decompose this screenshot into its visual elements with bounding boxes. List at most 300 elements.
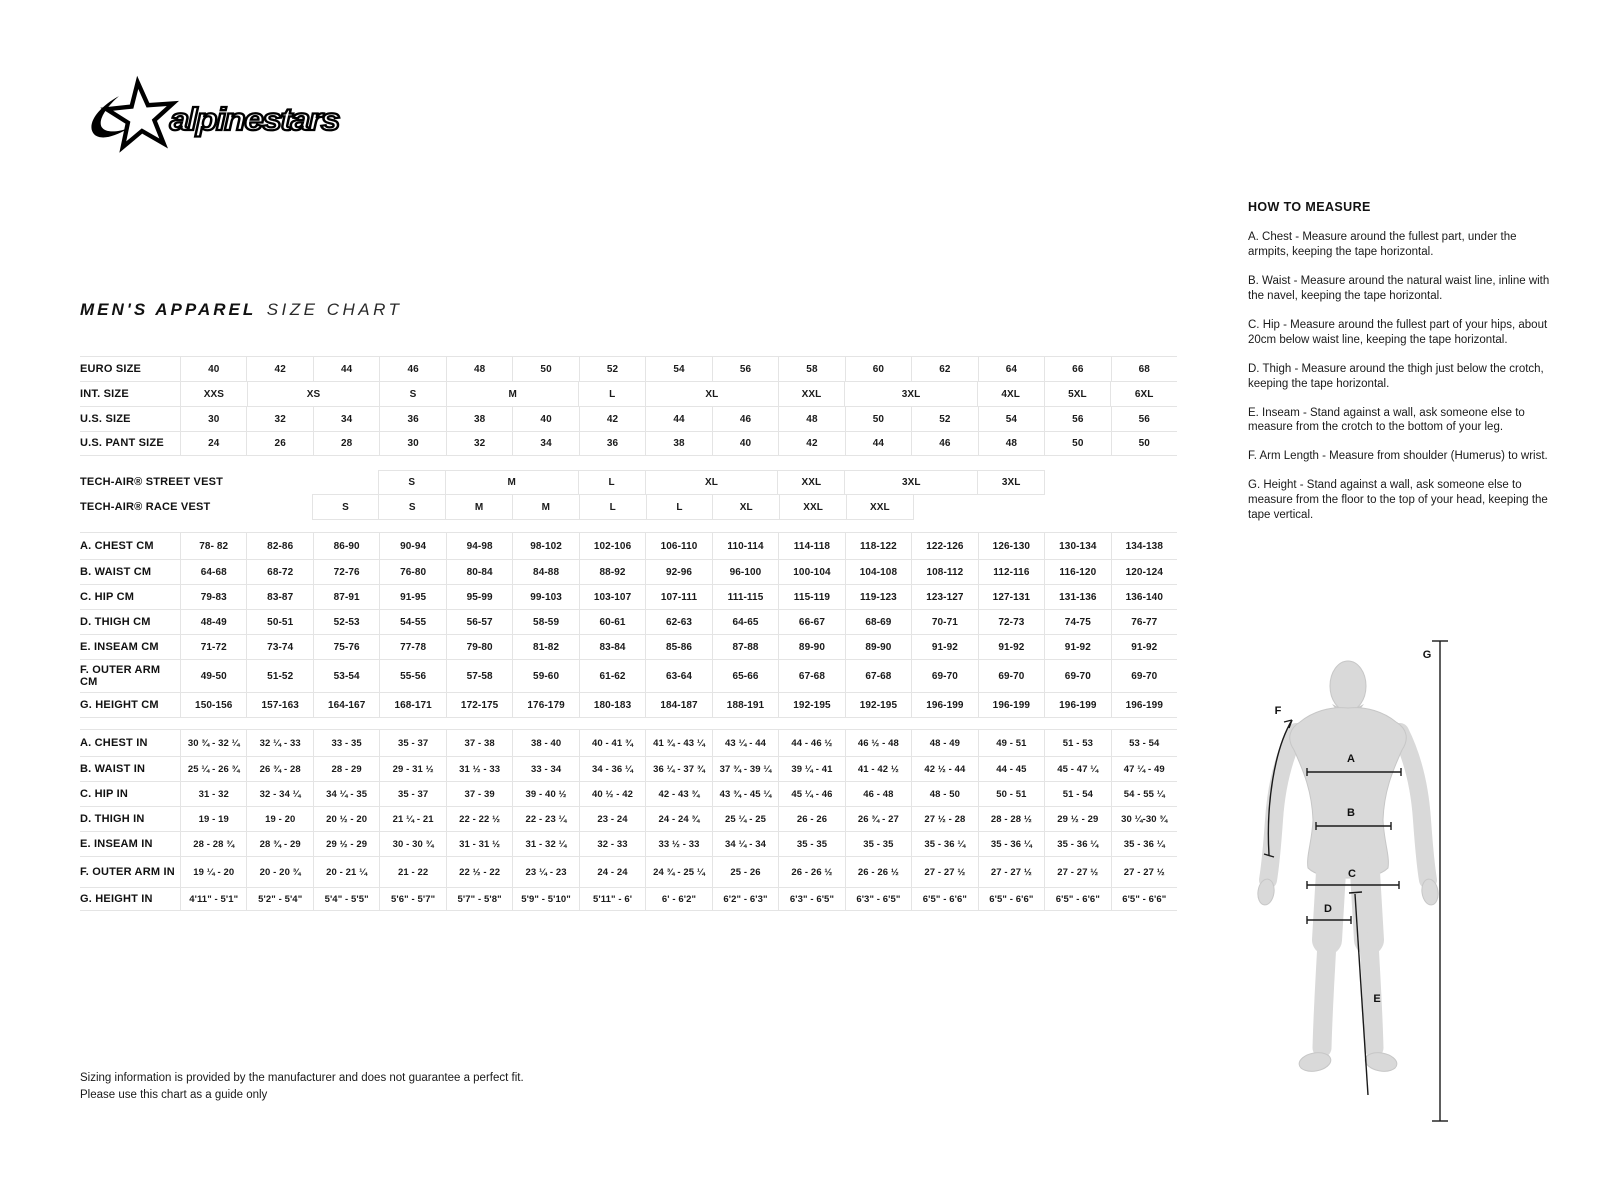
diagram-label-height: G — [1422, 649, 1432, 661]
cell: 35 - 36 ¼ — [911, 832, 977, 856]
cell: 68-72 — [246, 560, 312, 584]
row-label-tech-air-street-vest: TECH-AIR® STREET VEST — [80, 476, 224, 489]
cell: 35 - 35 — [845, 832, 911, 856]
cell: 56 — [712, 357, 778, 381]
cell: 6XL — [1110, 382, 1177, 406]
table-row-euro-size — [80, 356, 1177, 381]
cell: 26 — [246, 432, 312, 455]
cell: XXL — [777, 470, 844, 495]
cell: 126-130 — [978, 533, 1044, 559]
cell: 30 - 30 ¾ — [379, 832, 445, 856]
cell: S — [378, 470, 445, 495]
cell: 28 ¾ - 29 — [246, 832, 312, 856]
cell: 6'5" - 6'6" — [1044, 888, 1110, 910]
cell: 26 - 26 ½ — [778, 857, 844, 887]
cell: 96-100 — [712, 560, 778, 584]
table-row-tech-air-race-vest — [80, 494, 1177, 520]
cell: 37 ¾ - 39 ¼ — [712, 757, 778, 781]
cell: 106-110 — [645, 533, 711, 559]
cell: 83-84 — [579, 635, 645, 659]
cell: 59-60 — [512, 660, 578, 692]
row-cells — [180, 888, 1177, 910]
cell: 127-131 — [978, 585, 1044, 609]
table-gap — [80, 718, 1177, 729]
cell: 69-70 — [1044, 660, 1110, 692]
cell: 91-95 — [379, 585, 445, 609]
row-cells — [180, 494, 1177, 520]
cell: 6'2" - 6'3" — [712, 888, 778, 910]
cell: 29 - 31 ½ — [379, 757, 445, 781]
cell: 67-68 — [845, 660, 911, 692]
cell: 50 - 51 — [978, 782, 1044, 806]
cell: S — [312, 494, 379, 520]
cell: 53-54 — [313, 660, 379, 692]
measure-instruction-hip: C. Hip - Measure around the fullest part of your hips, about 20cm below waist line, keeping the tape horizontal. — [1248, 318, 1548, 346]
cell: 64-65 — [712, 610, 778, 634]
cell: 58-59 — [512, 610, 578, 634]
cell: L — [578, 470, 645, 495]
cell: 28 — [313, 432, 379, 455]
table-gap — [80, 520, 1177, 532]
cell: 45 - 47 ¼ — [1044, 757, 1110, 781]
cell: 44 — [645, 407, 711, 431]
cell: 45 ¼ - 46 — [778, 782, 844, 806]
cell: 34 ¼ - 34 — [712, 832, 778, 856]
cell: 33 ½ - 33 — [645, 832, 711, 856]
row-cells — [180, 757, 1177, 781]
cell: 54 — [645, 357, 711, 381]
cell: 35 - 37 — [379, 730, 445, 756]
cell: 27 - 27 ½ — [978, 857, 1044, 887]
cell: 79-80 — [446, 635, 512, 659]
table-row-hip-cm — [80, 584, 1177, 609]
cell: 111-115 — [712, 585, 778, 609]
cell: 34 ¼ - 35 — [313, 782, 379, 806]
cell: 31 ½ - 33 — [446, 757, 512, 781]
cell: 35 - 36 ¼ — [978, 832, 1044, 856]
cell: 44 - 46 ½ — [778, 730, 844, 756]
row-cells — [180, 693, 1177, 717]
cell: 62-63 — [645, 610, 711, 634]
cell: 24 ¾ - 25 ¼ — [645, 857, 711, 887]
measure-instruction-thigh: D. Thigh - Measure around the thigh just below the crotch, keeping the tape horizontal. — [1248, 362, 1544, 390]
cell: 115-119 — [778, 585, 844, 609]
cell: 79-83 — [180, 585, 246, 609]
cell: 42 — [246, 357, 312, 381]
row-label-inseam-in: E. INSEAM IN — [80, 837, 153, 850]
cell: 104-108 — [845, 560, 911, 584]
cell: 40 - 41 ¾ — [579, 730, 645, 756]
cell: 100-104 — [778, 560, 844, 584]
measure-instruction-height: G. Height - Stand against a wall, ask someone else to measure from the floor to the top of your head, keeping the tape vertical. — [1248, 479, 1548, 522]
cell: 35 - 35 — [778, 832, 844, 856]
cell: 107-111 — [645, 585, 711, 609]
cell: M — [512, 494, 579, 520]
cell: 108-112 — [911, 560, 977, 584]
row-cells — [180, 585, 1177, 609]
row-label-thigh-cm: D. THIGH CM — [80, 615, 151, 628]
cell: XL — [712, 494, 779, 520]
cell: 176-179 — [512, 693, 578, 717]
cell: 67-68 — [778, 660, 844, 692]
cell: 5XL — [1044, 382, 1111, 406]
cell: 3XL — [844, 382, 976, 406]
row-label-thigh-in: D. THIGH IN — [80, 812, 145, 825]
cell: 24 - 24 — [579, 857, 645, 887]
cell: 116-120 — [1044, 560, 1110, 584]
diagram-label-hip: C — [1348, 868, 1356, 880]
table-row-waist-in — [80, 756, 1177, 781]
cell: 91-92 — [911, 635, 977, 659]
cell: 56-57 — [446, 610, 512, 634]
table-row-height-in — [80, 887, 1177, 911]
cell: 76-80 — [379, 560, 445, 584]
cell: 122-126 — [911, 533, 977, 559]
cell: 110-114 — [712, 533, 778, 559]
cell: XXL — [779, 494, 846, 520]
cell: 23 - 24 — [579, 807, 645, 831]
alpinestars-logo-icon — [84, 74, 346, 162]
cell: 22 - 22 ½ — [446, 807, 512, 831]
cell: 130-134 — [1044, 533, 1110, 559]
cell: 43 ¼ - 44 — [712, 730, 778, 756]
cell: 26 - 26 — [778, 807, 844, 831]
cell: 50 — [845, 407, 911, 431]
diagram-label-inseam: E — [1373, 993, 1381, 1005]
cell: 58 — [778, 357, 844, 381]
cell: 83-87 — [246, 585, 312, 609]
cell: 55-56 — [379, 660, 445, 692]
cell: 69-70 — [978, 660, 1044, 692]
cell — [1044, 470, 1177, 495]
cell: 68 — [1111, 357, 1177, 381]
cell: 6'5" - 6'6" — [1111, 888, 1177, 910]
cell: 5'6" - 5'7" — [379, 888, 445, 910]
cell: 36 — [379, 407, 445, 431]
cell: 26 ¾ - 27 — [845, 807, 911, 831]
table-row-outer-arm-in — [80, 856, 1177, 887]
cell: 103-107 — [579, 585, 645, 609]
cell: 192-195 — [845, 693, 911, 717]
table-row-thigh-cm — [80, 609, 1177, 634]
cell: 31 - 32 — [180, 782, 246, 806]
cell: 150-156 — [180, 693, 246, 717]
cell: 164-167 — [313, 693, 379, 717]
cell: 4'11" - 5'1" — [180, 888, 246, 910]
cell: 50 — [1044, 432, 1110, 455]
cell: 39 ¼ - 41 — [778, 757, 844, 781]
cell: 114-118 — [778, 533, 844, 559]
row-label-int-size: INT. SIZE — [80, 387, 129, 400]
cell: 82-86 — [246, 533, 312, 559]
cell: 78- 82 — [180, 533, 246, 559]
measure-instruction-arm: F. Arm Length - Measure from shoulder (Humerus) to wrist. — [1248, 450, 1548, 463]
cell: 123-127 — [911, 585, 977, 609]
cell: 30 ¼-30 ¾ — [1111, 807, 1177, 831]
cell — [180, 470, 378, 495]
cell: 37 - 39 — [446, 782, 512, 806]
cell: 25 ¼ - 26 ¾ — [180, 757, 246, 781]
cell: 28 - 28 ¾ — [180, 832, 246, 856]
cell: 81-82 — [512, 635, 578, 659]
cell: 27 - 27 ½ — [1111, 857, 1177, 887]
cell: 60 — [845, 357, 911, 381]
cell: 32 — [446, 432, 512, 455]
cell: 50 — [512, 357, 578, 381]
cell: XXL — [778, 382, 845, 406]
cell: 20 - 21 ¼ — [313, 857, 379, 887]
cell: 69-70 — [911, 660, 977, 692]
row-label-chest-in: A. CHEST IN — [80, 736, 148, 749]
cell: 51-52 — [246, 660, 312, 692]
cell: 98-102 — [512, 533, 578, 559]
cell: 76-77 — [1111, 610, 1177, 634]
row-label-us-pant-size: U.S. PANT SIZE — [80, 437, 164, 450]
cell: 92-96 — [645, 560, 711, 584]
cell: 6'5" - 6'6" — [978, 888, 1044, 910]
measure-instruction-inseam: E. Inseam - Stand against a wall, ask someone else to measure from the crotch to the bottom of your leg. — [1248, 406, 1525, 434]
cell: XS — [247, 382, 379, 406]
cell: 38 - 40 — [512, 730, 578, 756]
cell: 27 - 27 ½ — [911, 857, 977, 887]
cell: 53 - 54 — [1111, 730, 1177, 756]
cell: 102-106 — [579, 533, 645, 559]
diagram-label-arm: F — [1274, 705, 1282, 717]
cell: 91-92 — [1111, 635, 1177, 659]
row-label-outer-arm-in: F. OUTER ARM IN — [80, 865, 175, 878]
cell: 64-68 — [180, 560, 246, 584]
cell: 48 - 50 — [911, 782, 977, 806]
cell: 172-175 — [446, 693, 512, 717]
row-cells — [180, 610, 1177, 634]
page-title — [80, 300, 402, 320]
cell: M — [445, 470, 578, 495]
cell: 5'11" - 6' — [579, 888, 645, 910]
cell: 42 - 43 ¾ — [645, 782, 711, 806]
measure-instruction-chest: A. Chest - Measure around the fullest part, under the armpits, keeping the tape horizontal. — [1248, 231, 1517, 258]
cell: 36 — [579, 432, 645, 455]
row-cells — [180, 470, 1177, 495]
cell: 46 — [911, 432, 977, 455]
cell: 119-123 — [845, 585, 911, 609]
cell: 41 - 42 ½ — [845, 757, 911, 781]
cell: 56 — [1111, 407, 1177, 431]
table-row-waist-cm — [80, 559, 1177, 584]
cell: 56 — [1044, 407, 1110, 431]
cell: XL — [645, 470, 778, 495]
row-cells — [180, 382, 1177, 406]
table-row-inseam-cm — [80, 634, 1177, 659]
cell: 73-74 — [246, 635, 312, 659]
cell: 54 - 55 ¼ — [1111, 782, 1177, 806]
cell: 26 ¾ - 28 — [246, 757, 312, 781]
cell: 89-90 — [778, 635, 844, 659]
cell: 63-64 — [645, 660, 711, 692]
row-label-chest-cm: A. CHEST CM — [80, 539, 154, 552]
row-cells — [180, 660, 1177, 692]
cell: 19 - 20 — [246, 807, 312, 831]
cell: 90-94 — [379, 533, 445, 559]
cell: 48-49 — [180, 610, 246, 634]
cell: 34 — [313, 407, 379, 431]
cell: 5'9" - 5'10" — [512, 888, 578, 910]
cell: 29 ½ - 29 — [1044, 807, 1110, 831]
cell: 61-62 — [579, 660, 645, 692]
cell: 95-99 — [446, 585, 512, 609]
cell: 157-163 — [246, 693, 312, 717]
cell: 40 — [512, 407, 578, 431]
cell: 120-124 — [1111, 560, 1177, 584]
cell: 28 - 28 ½ — [978, 807, 1044, 831]
row-cells — [180, 807, 1177, 831]
cell: 80-84 — [446, 560, 512, 584]
cell: 52-53 — [313, 610, 379, 634]
table-row-height-cm — [80, 692, 1177, 718]
table-row-thigh-in — [80, 806, 1177, 831]
cell: L — [578, 382, 645, 406]
cell: 32 ¼ - 33 — [246, 730, 312, 756]
cell: 40 ½ - 42 — [579, 782, 645, 806]
cell: 44 — [845, 432, 911, 455]
row-cells — [180, 432, 1177, 455]
cell: XXL — [846, 494, 913, 520]
cell: 24 - 24 ¾ — [645, 807, 711, 831]
cell: 134-138 — [1111, 533, 1177, 559]
cell: 50-51 — [246, 610, 312, 634]
cell: 19 - 19 — [180, 807, 246, 831]
row-cells — [180, 857, 1177, 887]
footer-line-1: Sizing information is provided by the manufacturer and does not guarantee a perfect fit. — [80, 1072, 524, 1084]
cell: 48 — [446, 357, 512, 381]
logo-star — [107, 82, 173, 147]
footer-line-2: Please use this chart as a guide only — [80, 1089, 268, 1102]
cell: 48 — [978, 432, 1044, 455]
cell: 196-199 — [978, 693, 1044, 717]
cell: 57-58 — [446, 660, 512, 692]
cell: 52 — [579, 357, 645, 381]
cell: 5'7" - 5'8" — [446, 888, 512, 910]
cell: 68-69 — [845, 610, 911, 634]
cell: 196-199 — [911, 693, 977, 717]
cell: 22 ½ - 22 — [446, 857, 512, 887]
row-cells — [180, 782, 1177, 806]
cell: 196-199 — [1044, 693, 1110, 717]
cell: XXS — [180, 382, 247, 406]
table-gap — [80, 456, 1177, 470]
cell: 75-76 — [313, 635, 379, 659]
cell: 77-78 — [379, 635, 445, 659]
cell: 34 - 36 ¼ — [579, 757, 645, 781]
cell: 99-103 — [512, 585, 578, 609]
cell: L — [646, 494, 713, 520]
cell: 188-191 — [712, 693, 778, 717]
cell: 28 - 29 — [313, 757, 379, 781]
footer-note — [80, 1070, 524, 1105]
cell: 41 ¾ - 43 ¼ — [645, 730, 711, 756]
table-row-outer-arm-cm — [80, 659, 1177, 692]
cell: S — [379, 382, 446, 406]
table-row-chest-cm — [80, 532, 1177, 559]
how-to-measure-panel — [1248, 200, 1550, 537]
row-label-waist-in: B. WAIST IN — [80, 762, 146, 775]
row-label-outer-arm-cm: F. OUTER ARM CM — [80, 663, 161, 688]
cell: 48 - 49 — [911, 730, 977, 756]
body-measurement-diagram — [1238, 620, 1560, 1130]
cell: 38 — [645, 432, 711, 455]
cell: 62 — [911, 357, 977, 381]
cell: 32 - 33 — [579, 832, 645, 856]
cell: 30 — [379, 432, 445, 455]
cell: 38 — [446, 407, 512, 431]
cell: 35 - 37 — [379, 782, 445, 806]
cell: 42 — [778, 432, 844, 455]
diagram-label-chest: A — [1347, 753, 1355, 765]
cell: 42 — [579, 407, 645, 431]
cell: 118-122 — [845, 533, 911, 559]
cell: 29 ½ - 29 — [313, 832, 379, 856]
cell: 26 - 26 ½ — [845, 857, 911, 887]
cell: 89-90 — [845, 635, 911, 659]
row-cells — [180, 730, 1177, 756]
diagram-label-waist: B — [1347, 807, 1355, 819]
cell: 46 — [379, 357, 445, 381]
cell: 4XL — [977, 382, 1044, 406]
cell: 33 - 34 — [512, 757, 578, 781]
table-row-tech-air-street-vest — [80, 470, 1177, 495]
cell: 196-199 — [1111, 693, 1177, 717]
cell: 54-55 — [379, 610, 445, 634]
cell: 21 ¼ - 21 — [379, 807, 445, 831]
cell: 84-88 — [512, 560, 578, 584]
cell: 40 — [180, 357, 246, 381]
cell: 44 — [313, 357, 379, 381]
cell: 50 — [1111, 432, 1177, 455]
row-cells — [180, 407, 1177, 431]
cell: 37 - 38 — [446, 730, 512, 756]
table-row-us-pant-size — [80, 431, 1177, 456]
cell: 87-91 — [313, 585, 379, 609]
brand-logo-text: alpinestars — [169, 102, 340, 138]
measure-instruction-waist: B. Waist - Measure around the natural waist line, inline with the navel, keeping the tape horizontal. — [1248, 274, 1550, 302]
cell: XL — [645, 382, 777, 406]
row-label-waist-cm: B. WAIST CM — [80, 565, 152, 578]
cell: 71-72 — [180, 635, 246, 659]
cell: 30 — [180, 407, 246, 431]
cell: 49-50 — [180, 660, 246, 692]
cell: 6'3" - 6'5" — [778, 888, 844, 910]
cell: 94-98 — [446, 533, 512, 559]
cell: 30 ¾ - 32 ¼ — [180, 730, 246, 756]
cell: 40 — [712, 432, 778, 455]
cell: 3XL — [844, 470, 977, 495]
cell: 66 — [1044, 357, 1110, 381]
cell: M — [446, 382, 578, 406]
cell: 51 - 53 — [1044, 730, 1110, 756]
row-label-us-size: U.S. SIZE — [80, 412, 131, 425]
title-primary: MEN'S APPAREL — [80, 300, 257, 319]
cell: 72-73 — [978, 610, 1044, 634]
cell: 43 ¾ - 45 ¼ — [712, 782, 778, 806]
cell: 168-171 — [379, 693, 445, 717]
cell: 74-75 — [1044, 610, 1110, 634]
cell: 46 - 48 — [845, 782, 911, 806]
cell: 47 ¼ - 49 — [1111, 757, 1177, 781]
cell: 85-86 — [645, 635, 711, 659]
cell: 70-71 — [911, 610, 977, 634]
cell: 72-76 — [313, 560, 379, 584]
cell: 5'2" - 5'4" — [246, 888, 312, 910]
cell: 32 - 34 ¼ — [246, 782, 312, 806]
